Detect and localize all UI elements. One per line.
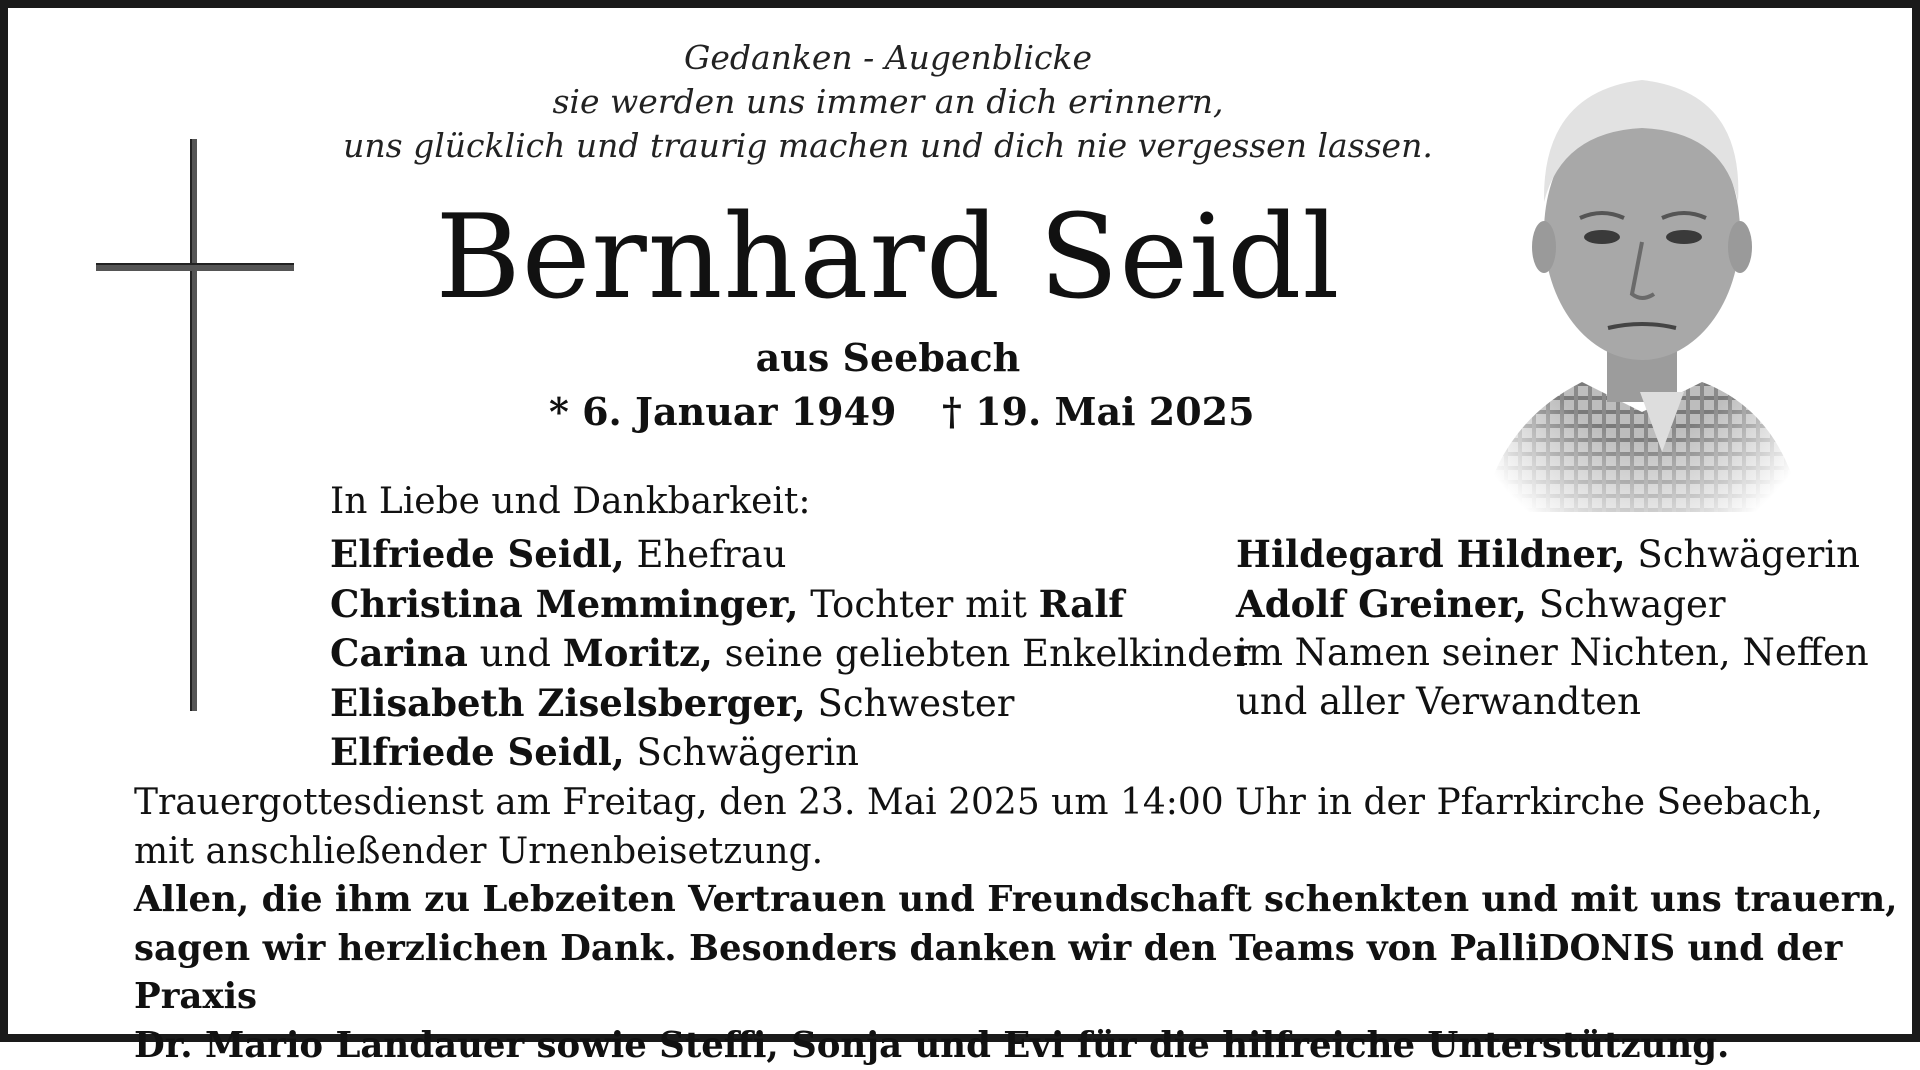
poem-line: Gedanken - Augenblicke xyxy=(288,36,1488,80)
mourner-name: Elisabeth Ziselsberger, xyxy=(330,681,806,725)
mourner-relation: Schwägerin xyxy=(1626,533,1860,576)
service-line: Trauergottesdienst am Freitag, den 23. Mai 2025 um 14:00 Uhr in der Pfarrkirche Seebach, xyxy=(134,778,1823,827)
service-line: mit anschließender Urnenbeisetzung. xyxy=(134,827,1823,876)
acknowledgement-text xyxy=(134,876,1912,1070)
memorial-poem xyxy=(288,36,1488,168)
mourner-name: Christina Memminger, xyxy=(330,582,798,626)
death-date: † 19. Mai 2025 xyxy=(942,386,1255,438)
mourner-line xyxy=(1236,629,1869,678)
portrait-photo xyxy=(1462,32,1822,532)
mourners-intro: In Liebe und Dankbarkeit: xyxy=(330,478,811,526)
mourner-line xyxy=(330,530,1250,580)
mourner-relation: seine geliebten Enkelkinder xyxy=(713,632,1251,675)
mourner-line xyxy=(330,728,1250,778)
mourner-relation: im Namen seiner Nichten, Neffen xyxy=(1236,631,1869,674)
funeral-service-info xyxy=(134,778,1823,876)
mourner-line xyxy=(1236,678,1869,727)
mourner-relation: und xyxy=(468,632,563,675)
mourner-name: Elfriede Seidl, xyxy=(330,532,625,576)
mourner-relation: und aller Verwandten xyxy=(1236,680,1641,723)
mourner-name: Adolf Greiner, xyxy=(1236,582,1527,626)
mourner-relation: Schwägerin xyxy=(625,731,859,774)
mourner-name: Carina xyxy=(330,631,468,675)
thanks-line: sagen wir herzlichen Dank. Besonders danken wir den Teams von PalliDONIS und der Praxis xyxy=(134,925,1912,1022)
deceased-origin: aus Seebach xyxy=(288,334,1488,382)
poem-line: sie werden uns immer an dich erinnern, xyxy=(288,80,1488,124)
thanks-line: Dr. Mario Landauer sowie Steffi, Sonja und Evi für die hilfreiche Unterstützung. xyxy=(134,1022,1912,1070)
mourner-name: Moritz, xyxy=(563,631,713,675)
deceased-name: Bernhard Seidl xyxy=(268,193,1508,323)
birth-date: * 6. Januar 1949 xyxy=(549,386,897,438)
mourner-line xyxy=(330,629,1250,679)
mourner-name: Elfriede Seidl, xyxy=(330,730,625,774)
cross-icon-bar xyxy=(96,263,294,271)
mourner-line xyxy=(330,679,1250,729)
mourners-left-column xyxy=(330,530,1250,778)
mourner-name: Hildegard Hildner, xyxy=(1236,532,1626,576)
mourner-line xyxy=(330,580,1250,630)
mourners-right-column xyxy=(1236,530,1869,726)
mourner-name: Ralf xyxy=(1039,582,1125,626)
mourner-relation: Schwester xyxy=(806,682,1015,725)
mourner-relation: Schwager xyxy=(1527,583,1726,626)
thanks-line: Allen, die ihm zu Lebzeiten Vertrauen und Freundschaft schenkten und mit uns trauern, xyxy=(134,876,1912,925)
cross-icon xyxy=(190,139,197,711)
mourner-line xyxy=(1236,530,1869,580)
mourner-relation: Tochter mit xyxy=(798,583,1038,626)
mourner-relation: Ehefrau xyxy=(625,533,787,576)
mourner-line xyxy=(1236,580,1869,630)
poem-line: uns glücklich und traurig machen und dich nie vergessen lassen. xyxy=(288,124,1488,168)
